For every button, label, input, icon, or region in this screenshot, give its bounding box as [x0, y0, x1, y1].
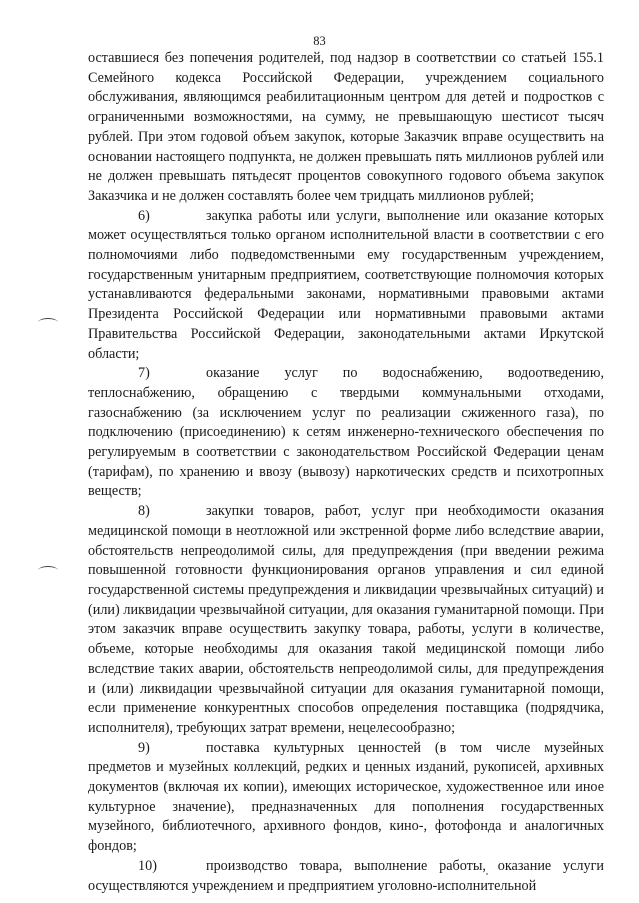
item-text: закупки товаров, работ, услуг при необходимости оказания медицинской помощи в неотложной или экстренной форме либо вследствие аварии, обстоятельств непреодолимой силы, для предупреждения (при введении режима повышенной готовности функционирования органов управления и сил единой государственной системы предупреждения и ликвидации чрезвычайных ситуаций) и (или) ликвидации чрезвычайной ситуации, для оказания гуманитарной помощи. При этом заказчик вправе осуществить закупку товара, работы, услуги в количестве, объеме, которые необходимы для оказания такой медицинской помощи либо вследствие таких аварии, обстоятельств непреодолимой силы, для предупреждения и (или) ликвидации чрезвычайной ситуации для оказания гуманитарной помощи, если применение конкурентных способов определения поставщика (подрядчика, исполнителя), требующих затрат времени, нецелесообразно; [88, 503, 604, 736]
item-number: 10) [138, 857, 157, 874]
paragraph-continuation: оставшиеся без попечения родителей, под надзор в соответствии со статьей 155.1 Семейного кодекса Российской Федерации, учреждением социального обслуживания, являющимся реабилитационным центром для детей и подростков с ограниченными возможностями, на сумму, не превышающую шестисот тысяч рублей. При этом годовой объем закупок, которые Заказчик вправе осуществить на основании настоящего подпункта, не должен превышать пять миллионов рублей или не должен превышать пятьдесят процентов совокупного годового объема закупок Заказчика и не должен составлять более чем тридцать миллионов рублей; [88, 50, 604, 204]
document-body [88, 49, 604, 896]
margin-mark [38, 318, 58, 327]
item-number: 9) [138, 739, 150, 756]
item-number: 8) [138, 503, 150, 520]
page-number: 83 [313, 34, 326, 48]
margin-mark [38, 566, 58, 575]
list-item-9 [88, 739, 604, 857]
item-number: 6) [138, 207, 150, 224]
item-text: закупка работы или услуги, выполнение или оказание которых может осуществляться только органом исполнительной власти в соответствии с его полномочиями либо подведомственными ему государственным учреждением, государственным унитарным предприятием, соответствующие полномочия которых устанавливаются федеральными законами, нормативными правовыми актами Президента Российской Федерации или нормативными правовыми актами Правительства Российской Федерации, законодательными актами Иркутской области; [88, 207, 604, 362]
list-item-7 [88, 364, 604, 502]
item-number: 7) [138, 365, 150, 382]
item-text: оказание услуг по водоснабжению, водоотведению, теплоснабжению, обращению с твердыми коммунальными отходами, газоснабжению (за исключением услуг по реализации сжиженного газа), по подключению (присоединению) к сетям инженерно-технического обеспечения по регулируемым в соответствии с законодательством Российской Федерации ценам (тарифам), по хранению и ввозу (вывозу) наркотических средств и психотропных веществ; [88, 365, 604, 500]
list-item-10 [88, 857, 604, 896]
list-item-8 [88, 502, 604, 738]
list-item-6 [88, 207, 604, 365]
item-text: поставка культурных ценностей (в том числе музейных предметов и музейных коллекций, редких и ценных изданий, рукописей, архивных документов (включая их копии), имеющих историческое, художественное или иное культурное значение), предназначенных для пополнения государственных музейного, библиотечного, архивного фондов, кино-, фотофонда и аналогичных фондов; [88, 739, 604, 855]
item-text: производство товара, выполнение работы, оказание услуги осуществляются учреждением и предприятием уголовно-исполнительной [88, 857, 604, 894]
